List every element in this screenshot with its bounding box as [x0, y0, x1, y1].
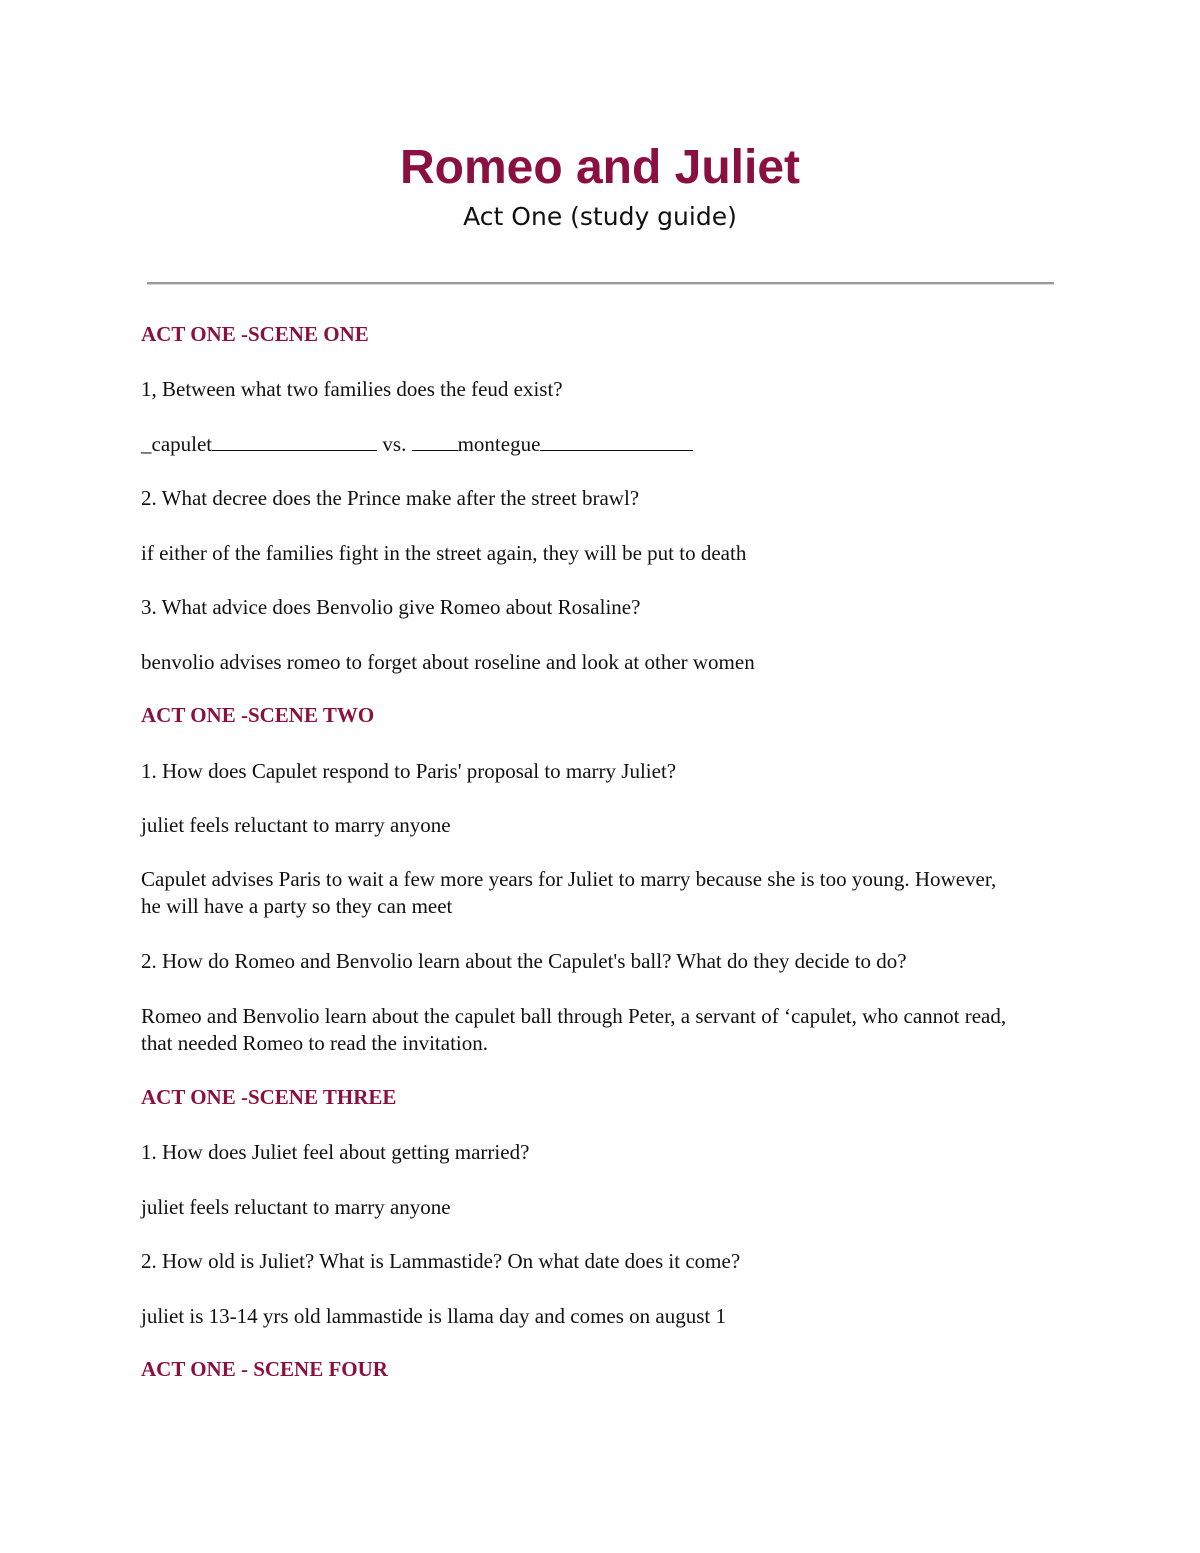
scene-two-heading: ACT ONE -SCENE TWO [141, 703, 375, 727]
scene-two-question-1: 1. How does Capulet respond to Paris' proposal to marry Juliet? [141, 759, 677, 783]
scene-three-answer-2: juliet is 13-14 yrs old lammastide is llama day and comes on august 1 [141, 1304, 726, 1328]
scene-three-answer-1: juliet feels reluctant to marry anyone [141, 1195, 451, 1219]
scene-one-question-1: 1, Between what two families does the feud exist? [141, 377, 563, 401]
answer-family-2: montegue [457, 432, 541, 456]
scene-two-answer-2: Romeo and Benvolio learn about the capulet ball through Peter, a servant of ‘capulet, who cannot read, that needed Romeo to read the invitation. [141, 1004, 1007, 1055]
answer-vs: vs. [382, 432, 407, 456]
scene-three-question-2: 2. How old is Juliet? What is Lammastide? On what date does it come? [141, 1249, 741, 1273]
answer-blank [212, 430, 377, 451]
answer-family-1: _capulet [141, 432, 213, 456]
scene-two-answer-1b: Capulet advises Paris to wait a few more years for Juliet to marry because she is too young. However, he will have a party so they can meet [141, 867, 997, 918]
document-subtitle: Act One (study guide) [463, 202, 737, 231]
scene-one-question-3: 3. What advice does Benvolio give Romeo about Rosaline? [141, 595, 641, 619]
scene-four-heading: ACT ONE - SCENE FOUR [141, 1357, 388, 1381]
answer-blank [412, 430, 458, 451]
document-title: Romeo and Juliet [399, 141, 801, 194]
scene-one-answer-2: if either of the families fight in the street again, they will be put to death [141, 541, 747, 565]
scene-one-answer-1 [141, 430, 1061, 458]
scene-one-heading: ACT ONE -SCENE ONE [141, 322, 369, 346]
scene-three-question-1: 1. How does Juliet feel about getting married? [141, 1140, 530, 1164]
scene-two-question-2: 2. How do Romeo and Benvolio learn about the Capulet's ball? What do they decide to do? [141, 949, 907, 973]
horizontal-rule [147, 282, 1054, 285]
scene-one-question-2: 2. What decree does the Prince make after the street brawl? [141, 486, 640, 510]
scene-two-answer-1: juliet feels reluctant to marry anyone [141, 813, 451, 837]
scene-one-answer-3: benvolio advises romeo to forget about roseline and look at other women [141, 650, 755, 674]
scene-three-heading: ACT ONE -SCENE THREE [141, 1085, 397, 1109]
answer-blank [540, 430, 693, 451]
